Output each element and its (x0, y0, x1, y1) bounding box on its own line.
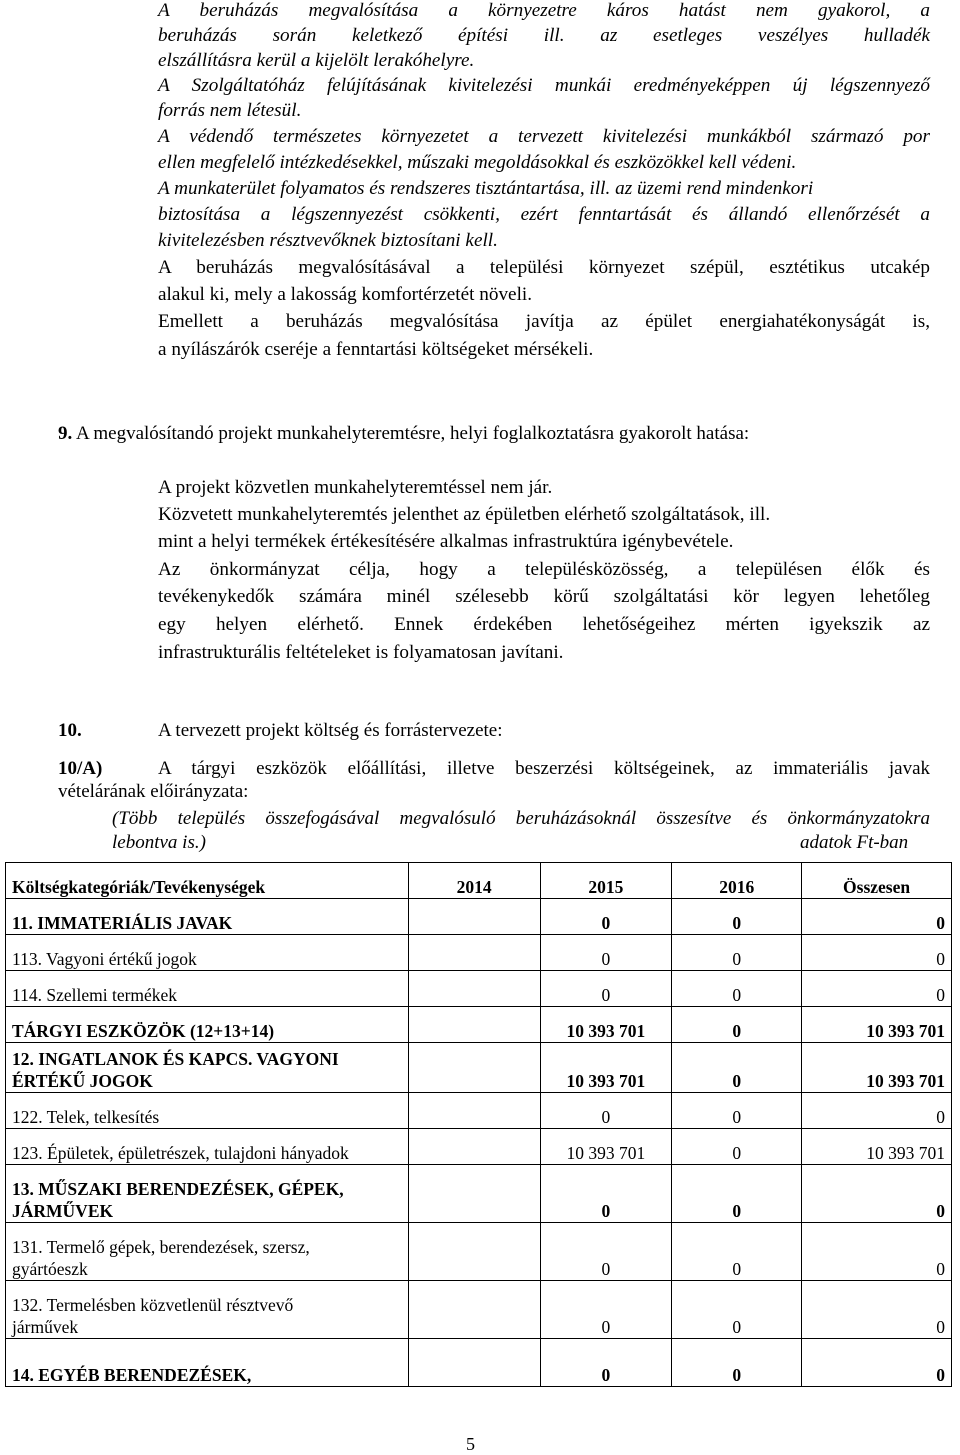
section-10a-note-line1: (Több település összefogásával megvalósuló beruházásoknál összesítve és önkormányzatokra (112, 808, 930, 829)
value-cell-total: 0 (802, 899, 952, 935)
text-line: mint a helyi termékek értékesítésére alkalmas infrastruktúra igénybevétele. (158, 531, 734, 552)
text-line: beruházás során keletkező építési ill. az esetleges veszélyes hulladék (158, 25, 930, 46)
header-cell: 2015 (540, 863, 672, 899)
table-row (6, 1281, 952, 1339)
value-cell-v2016: 0 (672, 1129, 802, 1165)
table-row (6, 1129, 952, 1165)
value-cell-v2015: 10 393 701 (540, 1007, 672, 1043)
text-line: Az önkormányzat célja, hogy a településközösség, a településen élők és (158, 559, 930, 580)
row-label-cell: 131. Termelő gépek, berendezések, szersz, gyártóeszk (6, 1223, 409, 1281)
value-cell-total: 0 (802, 1165, 952, 1223)
budget-table (5, 862, 952, 1387)
value-cell-v2016: 0 (672, 899, 802, 935)
value-cell-v2015: 0 (540, 899, 672, 935)
value-cell-v2014 (408, 971, 540, 1007)
text-line: forrás nem létesül. (158, 100, 302, 121)
text-line: Közvetett munkahelyteremtés jelenthet az épületben elérhető szolgáltatások, ill. (158, 504, 771, 525)
value-cell-v2014 (408, 1223, 540, 1281)
section-9-title: A megvalósítandó projekt munkahelyteremtésre, helyi foglalkoztatásra gyakorolt hatása: (75, 423, 750, 444)
value-cell-v2014 (408, 1339, 540, 1387)
value-cell-total: 0 (802, 1281, 952, 1339)
header-cell: Költségkategóriák/Tevékenységek (6, 863, 409, 899)
table-row (6, 1093, 952, 1129)
table-row (6, 971, 952, 1007)
text-line: A Szolgáltatóház felújításának kivitelezési munkái eredményeképpen új légszennyező (158, 75, 930, 96)
text-line: biztosítása a légszennyezést csökkenti, ezért fenntartását és állandó ellenőrzését a (158, 204, 930, 225)
value-cell-total: 0 (802, 971, 952, 1007)
section-10a-number: 10/A) (58, 758, 103, 779)
value-cell-v2016: 0 (672, 1007, 802, 1043)
value-cell-v2014 (408, 1093, 540, 1129)
value-cell-total: 10 393 701 (802, 1129, 952, 1165)
value-cell-v2016: 0 (672, 1223, 802, 1281)
row-label-cell: 14. EGYÉB BERENDEZÉSEK, (6, 1339, 409, 1387)
text-line: Emellett a beruházás megvalósítása javítja az épület energiahatékonyságát is, (158, 311, 930, 332)
row-label-cell: 122. Telek, telkesítés (6, 1093, 409, 1129)
value-cell-v2015: 10 393 701 (540, 1043, 672, 1093)
table-row (6, 935, 952, 971)
table-row (6, 1007, 952, 1043)
value-cell-v2016: 0 (672, 1043, 802, 1093)
value-cell-v2016: 0 (672, 1165, 802, 1223)
value-cell-v2014 (408, 935, 540, 971)
header-cell: 2014 (408, 863, 540, 899)
table-header-row (6, 863, 952, 899)
section-10-number: 10. (58, 720, 82, 741)
value-cell-v2014 (408, 1007, 540, 1043)
row-label-cell: 132. Termelésben közvetlenül résztvevő járművek (6, 1281, 409, 1339)
header-cell: 2016 (672, 863, 802, 899)
text-line: A beruházás megvalósításával a települési környezet szépül, esztétikus utcakép (158, 257, 930, 278)
text-line: alakul ki, mely a lakosság komfortérzetét növeli. (158, 284, 533, 305)
value-cell-v2016: 0 (672, 1339, 802, 1387)
section-10a-title-line1: A tárgyi eszközök előállítási, illetve beszerzési költségeinek, az immateriális javak (158, 758, 930, 779)
table-row (6, 899, 952, 935)
row-label-cell: 113. Vagyoni értékű jogok (6, 935, 409, 971)
row-label-cell: 123. Épületek, épületrészek, tulajdoni hányadok (6, 1129, 409, 1165)
value-cell-v2015: 0 (540, 935, 672, 971)
text-line: ellen megfelelő intézkedésekkel, műszaki megoldásokkal és eszközökkel kell védeni. (158, 152, 797, 173)
table-row (6, 1165, 952, 1223)
text-line: A beruházás megvalósítása a környezetre káros hatást nem gyakorol, a (158, 0, 930, 21)
row-label-cell: 12. INGATLANOK ÉS KAPCS. VAGYONI ÉRTÉKŰ JOGOK (6, 1043, 409, 1093)
value-cell-v2015: 0 (540, 1093, 672, 1129)
unit-label: adatok Ft-ban (800, 832, 909, 853)
value-cell-v2015: 0 (540, 1165, 672, 1223)
row-label-cell: 114. Szellemi termékek (6, 971, 409, 1007)
value-cell-total: 10 393 701 (802, 1007, 952, 1043)
header-cell: Összesen (802, 863, 952, 899)
value-cell-total: 10 393 701 (802, 1043, 952, 1093)
table-row (6, 1043, 952, 1093)
value-cell-v2014 (408, 1281, 540, 1339)
page-number: 5 (466, 1434, 475, 1454)
text-line: egy helyen elérhető. Ennek érdekében lehetőségeihez mérten igyekszik az (158, 614, 930, 635)
section-10-title: A tervezett projekt költség és forrástervezete: (158, 720, 503, 741)
value-cell-total: 0 (802, 935, 952, 971)
text-line: elszállításra kerül a kijelölt lerakóhelyre. (158, 50, 475, 71)
section-10a-note-line2: lebontva is.) (112, 832, 206, 853)
text-line: A munkaterület folyamatos és rendszeres tisztántartása, ill. az üzemi rend mindenkori (158, 178, 814, 199)
text-line: a nyílászárók cseréje a fenntartási költségeket mérsékeli. (158, 339, 594, 360)
value-cell-total: 0 (802, 1223, 952, 1281)
value-cell-v2015: 10 393 701 (540, 1129, 672, 1165)
value-cell-v2014 (408, 899, 540, 935)
value-cell-v2014 (408, 1043, 540, 1093)
row-label-cell: 13. MŰSZAKI BERENDEZÉSEK, GÉPEK, JÁRMŰVEK (6, 1165, 409, 1223)
row-label-cell: 11. IMMATERIÁLIS JAVAK (6, 899, 409, 935)
value-cell-total: 0 (802, 1093, 952, 1129)
text-line: A védendő természetes környezetet a tervezett kivitelezési munkákból származó por (158, 126, 930, 147)
value-cell-v2016: 0 (672, 1093, 802, 1129)
text-line: infrastrukturális feltételeket is folyamatosan javítani. (158, 642, 564, 663)
value-cell-v2015: 0 (540, 971, 672, 1007)
section-10a-title-line2: vételárának előirányzata: (58, 781, 249, 802)
section-10-heading (58, 720, 82, 742)
text-line: A projekt közvetlen munkahelyteremtéssel nem jár. (158, 477, 553, 498)
value-cell-v2016: 0 (672, 935, 802, 971)
value-cell-total: 0 (802, 1339, 952, 1387)
table-row (6, 1223, 952, 1281)
value-cell-v2015: 0 (540, 1281, 672, 1339)
table-row (6, 1339, 952, 1387)
value-cell-v2014 (408, 1129, 540, 1165)
value-cell-v2015: 0 (540, 1223, 672, 1281)
row-label-cell: TÁRGYI ESZKÖZÖK (12+13+14) (6, 1007, 409, 1043)
value-cell-v2014 (408, 1165, 540, 1223)
section-9-number: 9. (58, 423, 73, 444)
text-line: kivitelezésben résztvevőknek biztosítani kell. (158, 230, 498, 251)
value-cell-v2016: 0 (672, 971, 802, 1007)
text-line: tevékenykedők számára minél szélesebb körű szolgáltatási kör legyen lehetőleg (158, 586, 930, 607)
section-9-heading (58, 423, 749, 445)
value-cell-v2016: 0 (672, 1281, 802, 1339)
value-cell-v2015: 0 (540, 1339, 672, 1387)
